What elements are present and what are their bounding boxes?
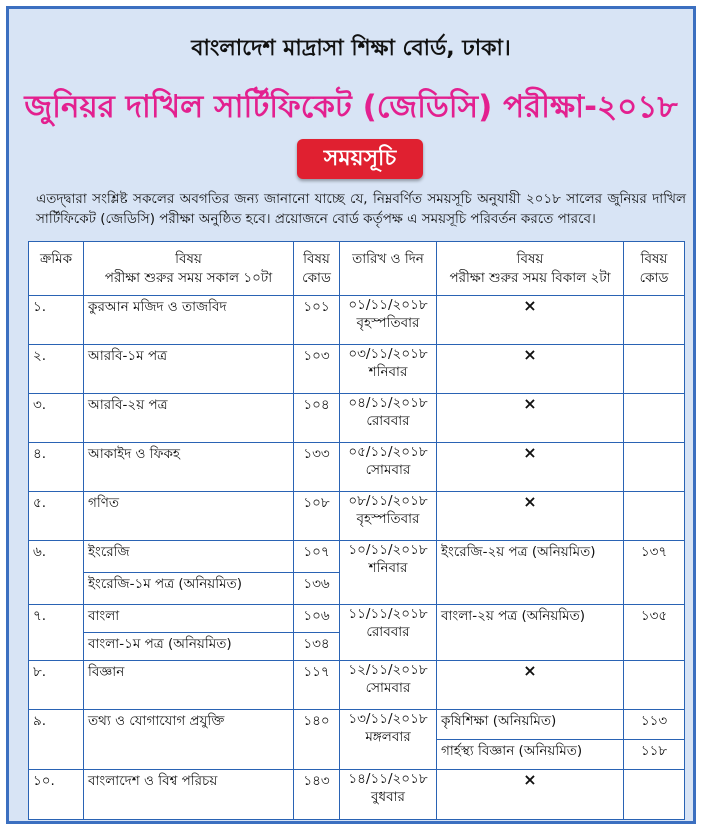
row-day: শনিবার <box>368 364 408 380</box>
row-serial: ৬. <box>29 541 84 605</box>
row-day: মঙ্গলবার <box>365 729 411 745</box>
header-morning-subject <box>84 242 294 296</box>
row-date-value: ০৮/১১/২০১৮ <box>348 493 428 509</box>
no-exam-mark: × <box>437 394 624 443</box>
row-date-value: ১০/১১/২০১৮ <box>348 542 428 558</box>
row-date-value: ০১/১১/২০১৮ <box>348 297 428 313</box>
row-subject: বাংলা <box>84 605 294 633</box>
row-subject: বাংলাদেশ ও বিশ্ব পরিচয় <box>84 770 294 820</box>
row-code: ১০১ <box>294 296 340 345</box>
header-morning-code-line2: কোড <box>302 269 331 286</box>
row-subject: গণিত <box>84 492 294 541</box>
no-exam-mark: × <box>437 443 624 492</box>
row-afternoon-subject: ইংরেজি-২য় পত্র (অনিয়মিত) <box>437 541 624 605</box>
header-afternoon-subject <box>437 242 624 296</box>
header-morning-code <box>294 242 340 296</box>
row-afternoon-code <box>624 345 685 394</box>
table-row <box>29 492 685 541</box>
no-exam-mark: × <box>437 345 624 394</box>
row-afternoon-subject-secondary: গার্হস্থ্য বিজ্ঞান (অনিয়মিত) <box>437 740 624 770</box>
table-row <box>29 661 685 710</box>
header-morning-code-line1: বিষয় <box>303 250 330 267</box>
notice-text: এতদ্দ্বারা সংশ্লিষ্ট সকলের অবগতির জন্য জানানো যাচ্ছে যে, নিম্নবর্ণিত সময়সূচি অনুযায়ী ২০১৮ সালের জুনিয়র দাখিল সার্টিফিকেট (জেডিসি) পরীক্ষা অনুষ্ঠিত হবে। প্রয়োজনে বোর্ড কর্তৃপক্ষ এ সময়সূচি পরিবর্তন করতে পারবে। <box>36 191 686 227</box>
row-code: ১১৭ <box>294 661 340 710</box>
row-day: বৃহস্পতিবার <box>356 511 420 527</box>
header-morning-subject-label: বিষয় <box>175 250 202 267</box>
row-code: ১০৬ <box>294 605 340 633</box>
row-afternoon-code: ১৩৫ <box>624 605 685 661</box>
row-afternoon-code <box>624 770 685 820</box>
row-code: ১৩৩ <box>294 443 340 492</box>
table-row <box>29 605 685 633</box>
row-day: শনিবার <box>368 560 408 576</box>
row-serial: ২. <box>29 345 84 394</box>
header-afternoon-subject-label: বিষয় <box>516 250 544 267</box>
row-date <box>340 345 437 394</box>
no-exam-mark: × <box>437 492 624 541</box>
row-serial: ৩. <box>29 394 84 443</box>
row-day: সোমবার <box>365 680 411 696</box>
table-header-row <box>29 242 685 296</box>
table-row <box>29 770 685 820</box>
header-afternoon-code-line2: কোড <box>639 269 669 286</box>
row-code-secondary: ১৩৪ <box>294 633 340 661</box>
row-day: রোববার <box>366 624 410 640</box>
row-subject: আরবি-১ম পত্র <box>84 345 294 394</box>
table-row <box>29 345 685 394</box>
header-serial: ক্রমিক <box>29 242 84 296</box>
header-afternoon-code-line1: বিষয় <box>640 250 668 267</box>
schedule-badge: সময়সূচি <box>297 139 423 179</box>
row-date <box>340 394 437 443</box>
row-afternoon-code <box>624 296 685 345</box>
row-date <box>340 296 437 345</box>
row-subject: তথ্য ও যোগাযোগ প্রযুক্তি <box>84 710 294 770</box>
table-row <box>29 443 685 492</box>
row-code: ১৪০ <box>294 710 340 770</box>
row-code-secondary: ১৩৬ <box>294 573 340 605</box>
row-code: ১০৭ <box>294 541 340 573</box>
header-afternoon-code <box>624 242 685 296</box>
row-subject: আরবি-২য় পত্র <box>84 394 294 443</box>
row-subject: কুরআন মজিদ ও তাজবিদ <box>84 296 294 345</box>
header-date: তারিখ ও দিন <box>340 242 437 296</box>
no-exam-mark: × <box>437 296 624 345</box>
row-serial: ১০. <box>29 770 84 820</box>
table-row <box>29 296 685 345</box>
row-serial: ৮. <box>29 661 84 710</box>
row-day: সোমবার <box>365 462 411 478</box>
row-subject-secondary: বাংলা-১ম পত্র (অনিয়মিত) <box>84 633 294 661</box>
row-date <box>340 492 437 541</box>
row-date-value: ১১/১১/২০১৮ <box>348 606 428 622</box>
row-date-value: ১৩/১১/২০১৮ <box>348 711 428 727</box>
row-day: বৃহস্পতিবার <box>356 315 420 331</box>
row-serial: ৪. <box>29 443 84 492</box>
row-date-value: ১৪/১১/২০১৮ <box>348 771 428 787</box>
exam-title: জুনিয়র দাখিল সার্টিফিকেট (জেডিসি) পরীক্ষা-২০১৮ <box>24 89 678 125</box>
row-subject-secondary: ইংরেজি-১ম পত্র (অনিয়মিত) <box>84 573 294 605</box>
row-day: রোববার <box>366 413 410 429</box>
row-afternoon-code <box>624 661 685 710</box>
table-row <box>29 394 685 443</box>
row-serial: ৫. <box>29 492 84 541</box>
row-date <box>340 541 437 605</box>
row-date <box>340 443 437 492</box>
table-row <box>29 541 685 573</box>
row-date-value: ০৩/১১/২০১৮ <box>348 346 428 362</box>
row-date-value: ০৫/১১/২০১৮ <box>348 444 428 460</box>
row-date-value: ০৪/১১/২০১৮ <box>348 395 428 411</box>
row-code: ১০৩ <box>294 345 340 394</box>
row-date-value: ১২/১১/২০১৮ <box>348 662 428 678</box>
row-afternoon-code <box>624 394 685 443</box>
row-serial: ১. <box>29 296 84 345</box>
row-serial: ৯. <box>29 710 84 770</box>
row-afternoon-code: ১৩৭ <box>624 541 685 605</box>
row-afternoon-code-secondary: ১১৮ <box>624 740 685 770</box>
row-date <box>340 605 437 661</box>
no-exam-mark: × <box>437 661 624 710</box>
row-subject: বিজ্ঞান <box>84 661 294 710</box>
row-code: ১৪৩ <box>294 770 340 820</box>
row-afternoon-code: ১১৩ <box>624 710 685 740</box>
row-code: ১০৪ <box>294 394 340 443</box>
header-afternoon-time: পরীক্ষা শুরুর সময় বিকাল ২টা <box>449 269 611 286</box>
row-day: বুধবার <box>371 789 405 805</box>
row-serial: ৭. <box>29 605 84 661</box>
row-afternoon-subject: বাংলা-২য় পত্র (অনিয়মিত) <box>437 605 624 661</box>
row-code: ১০৮ <box>294 492 340 541</box>
row-afternoon-code <box>624 443 685 492</box>
exam-schedule-table <box>28 241 685 820</box>
header-morning-time: পরীক্ষা শুরুর সময় সকাল ১০টা <box>104 269 273 286</box>
row-subject: আকাইদ ও ফিকহ <box>84 443 294 492</box>
board-name: বাংলাদেশ মাদ্রাসা শিক্ষা বোর্ড, ঢাকা। <box>191 36 511 61</box>
row-date <box>340 770 437 820</box>
table-row <box>29 710 685 740</box>
row-date <box>340 661 437 710</box>
row-afternoon-code <box>624 492 685 541</box>
row-subject: ইংরেজি <box>84 541 294 573</box>
no-exam-mark: × <box>437 770 624 820</box>
row-afternoon-subject: কৃষিশিক্ষা (অনিয়মিত) <box>437 710 624 740</box>
row-date <box>340 710 437 770</box>
